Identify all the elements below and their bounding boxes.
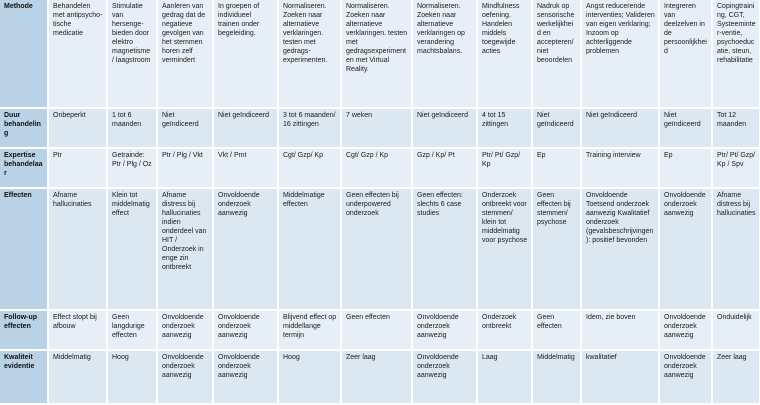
table-cell: Onvoldoende Toetsend onderzoek aanwezig Kwalitatief onderzoek (gevalsbeschrijvingen): positief bevonden — [581, 188, 659, 310]
table-cell: Gzp / Kp/ Pt — [412, 148, 477, 188]
table-cell: Afname distress bij hallucinaties indien onderdeel van HIT / Onderzoek in enge zin ontbreekt — [157, 188, 213, 310]
table-cell: Nadruk op sensorische werkelijkheid en accepteren/ niet beoordelen — [532, 0, 581, 108]
table-cell: Tot 12 maanden — [712, 108, 760, 148]
table-cell: Zeer laag — [341, 350, 412, 404]
table-cell: Blijvend effect op middellange termijn — [278, 310, 341, 350]
table-cell: Onderzoek ontbreekt voor stemmen/ klein tot middelmatig voor psychose — [477, 188, 532, 310]
table-cell: Onvoldoende onderzoek aanwezig — [213, 188, 278, 310]
table-cell: Niet geïndiceerd — [412, 108, 477, 148]
table-cell: Geen effecten bij underpowered onderzoek — [341, 188, 412, 310]
table-cell: Ptr — [48, 148, 107, 188]
table-cell: Vkt / Pmt — [213, 148, 278, 188]
table-cell: Getrainde: Ptr / Plg / Oz — [107, 148, 157, 188]
table-cell: Geen effecten bij stemmen/ psychose — [532, 188, 581, 310]
table-cell: Ptr / Plg / Vkt — [157, 148, 213, 188]
table-cell: Geen effecten: slechts 6 case studies — [412, 188, 477, 310]
table-cell: Geen langdurige effecten — [107, 310, 157, 350]
table-cell: Onvoldoende onderzoek aanwezig — [659, 188, 712, 310]
table-cell: Middelmatig — [48, 350, 107, 404]
row-header: Follow-up effecten — [0, 310, 48, 350]
table-cell: Behandelen met antipsycho-tische medicatie — [48, 0, 107, 108]
table-row — [0, 188, 760, 310]
table-cell: 7 weken — [341, 108, 412, 148]
table-cell: Onderzoek ontbreekt — [477, 310, 532, 350]
table-cell: Onvoldoende onderzoek aanwezig — [412, 350, 477, 404]
table-cell: Hoog — [278, 350, 341, 404]
table-cell: Onbeperkt — [48, 108, 107, 148]
table-cell: Integreren van deelzelven in de persoonlijkheid — [659, 0, 712, 108]
table-cell: 4 tot 15 zittingen — [477, 108, 532, 148]
table-cell: Normaliseren. Zoeken naar alternatieve verklaringen op verandering machtsbalans. — [412, 0, 477, 108]
table-cell: Ep — [659, 148, 712, 188]
table-cell: Stimulatie van hersenge-bieden door elektro magnetisme / laagstroom — [107, 0, 157, 108]
table-cell: Middelmatig — [532, 350, 581, 404]
table-cell: Ptr/ Pt/ Gzp/ Kp — [477, 148, 532, 188]
table-cell: Copingtraining, CGT, Systeeminter-ventie, psychoeducatie, steun, rehabilitatie — [712, 0, 760, 108]
table-cell: Angst reducerende interventies; Valideren van eigen verklaring; Inzoom op achterliggende problemen — [581, 0, 659, 108]
table-cell: Onvoldoende onderzoek aanwezig — [659, 310, 712, 350]
table-row — [0, 0, 760, 108]
row-header: Duur behandeling — [0, 108, 48, 148]
table-cell: Onvoldoende onderzoek aanwezig — [157, 350, 213, 404]
table-cell: Ep — [532, 148, 581, 188]
row-header: Expertise behandelaar — [0, 148, 48, 188]
table-row — [0, 350, 760, 404]
table-cell: Niet geïndiceerd — [157, 108, 213, 148]
table-cell: Klein tot middelmatig effect — [107, 188, 157, 310]
table-cell: Zeer laag — [712, 350, 760, 404]
table-cell: Cgt/ Gzp/ Kp — [278, 148, 341, 188]
table-cell: Laag — [477, 350, 532, 404]
table-cell: Afname distress bij hallucinaties — [712, 188, 760, 310]
table-cell: Geen effecten — [341, 310, 412, 350]
table-cell: Idem, zie boven — [581, 310, 659, 350]
table-cell: Onvoldoende onderzoek aanwezig — [213, 350, 278, 404]
table-row — [0, 310, 760, 350]
table-row — [0, 148, 760, 188]
table-cell: Onvoldoende onderzoek aanwezig — [157, 310, 213, 350]
table-cell: In groepen of individueel trainen onder begeleiding. — [213, 0, 278, 108]
table-cell: kwalitatief — [581, 350, 659, 404]
table-cell: Hoog — [107, 350, 157, 404]
table-cell: Effect stopt bij afbouw — [48, 310, 107, 350]
table-cell: Niet geïndiceerd — [213, 108, 278, 148]
table-cell: Mindfulness oefening. Handelen middels toegewijde acties — [477, 0, 532, 108]
table-cell: Ptr/ Pt/ Gzp/ Kp / Spv — [712, 148, 760, 188]
table-cell: Afname hallucinaties — [48, 188, 107, 310]
row-header: Effecten — [0, 188, 48, 310]
table-cell: Aanleren van gedrag dat de negatieve gevolgen van het stemmen horen zelf vermindert — [157, 0, 213, 108]
table-row — [0, 108, 760, 148]
table-cell: Niet geïndiceerd — [581, 108, 659, 148]
table-cell: 3 tot 6 maanden/ 16 zittingen — [278, 108, 341, 148]
table-cell: Normaliseren. Zoeken naar alternatieve verklaringen. testen met gedrags-experimenten. — [278, 0, 341, 108]
table-cell: Normaliseren. Zoeken naar alternatieve verklaringen. testen met gedragsexperiment en met Virtual Reality. — [341, 0, 412, 108]
table-cell: Onvoldoende onderzoek aanwezig — [213, 310, 278, 350]
row-header: Kwaliteit evidentie — [0, 350, 48, 404]
table-cell: Niet geïndiceerd — [659, 108, 712, 148]
table-cell: Niet geïndiceerd — [532, 108, 581, 148]
table-cell: Onvoldoende onderzoek aanwezig — [412, 310, 477, 350]
table-cell: Training interview — [581, 148, 659, 188]
table-cell: Middelmatige effecten — [278, 188, 341, 310]
table-cell: Geen effecten — [532, 310, 581, 350]
table-cell: Cgt/ Gzp / Kp — [341, 148, 412, 188]
table-cell: Onduidelijk — [712, 310, 760, 350]
table-cell: 1 tot 6 maanden — [107, 108, 157, 148]
row-header: Methode — [0, 0, 48, 108]
table-cell: Onvoldoende onderzoek aanwezig — [659, 350, 712, 404]
